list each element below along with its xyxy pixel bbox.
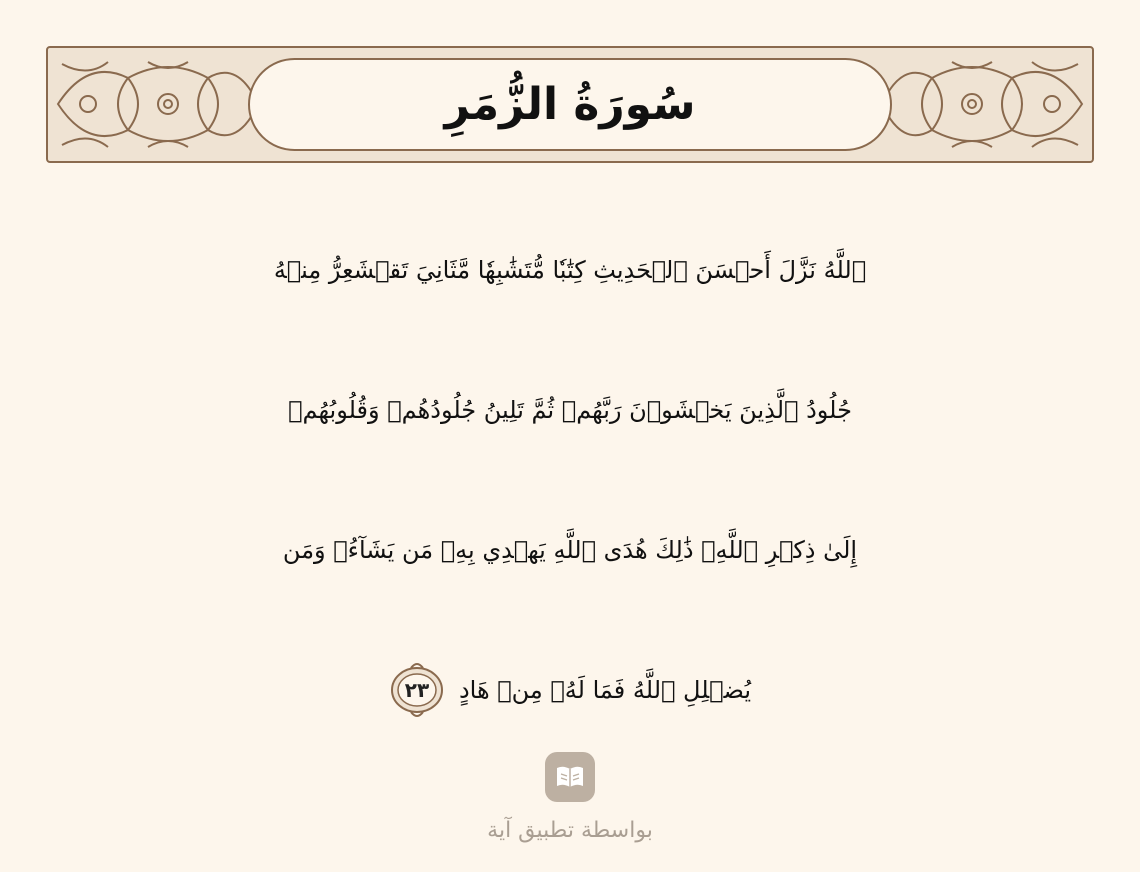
surah-header-frame [46, 46, 1094, 163]
verse-line-text: جُلُودُ ٱلَّذِينَ يَخۡشَوۡنَ رَبَّهُمۡ ثُمَّ تَلِينُ جُلُودُهُمۡ وَقُلُوبُهُمۡ [288, 396, 852, 424]
verse-line-text: يُضۡلِلِ ٱللَّهُ فَمَا لَهُۥ مِنۡ هَادٍ [458, 676, 752, 704]
quran-book-icon[interactable] [545, 752, 595, 802]
verse-line-text: إِلَىٰ ذِكۡرِ ٱللَّهِۚ ذَٰلِكَ هُدَى ٱللَّهِ يَهۡدِي بِهِۦ مَن يَشَآءُۚ وَمَن [282, 536, 858, 564]
app-attribution [0, 752, 1140, 843]
surah-title-cartouche [248, 58, 892, 151]
footer-attribution-text: بواسطة تطبيق آية [487, 818, 653, 843]
verse-line-3 [40, 480, 1100, 620]
verse-text [40, 200, 1100, 760]
verse-line-text: ٱللَّهُ نَزَّلَ أَحۡسَنَ ٱلۡحَدِيثِ كِتَٰبٗا مُّتَشَٰبِهٗا مَّثَانِيَ تَقۡشَعِرُّ مِنۡهُ [273, 256, 867, 284]
verse-line-1 [40, 200, 1100, 340]
verse-line-4 [40, 620, 1100, 760]
surah-title: سُورَةُ الزُّمَرِ [444, 78, 696, 130]
ayah-number-marker [389, 660, 445, 720]
verse-line-2 [40, 340, 1100, 480]
ayah-number: ٢٣ [404, 678, 430, 702]
